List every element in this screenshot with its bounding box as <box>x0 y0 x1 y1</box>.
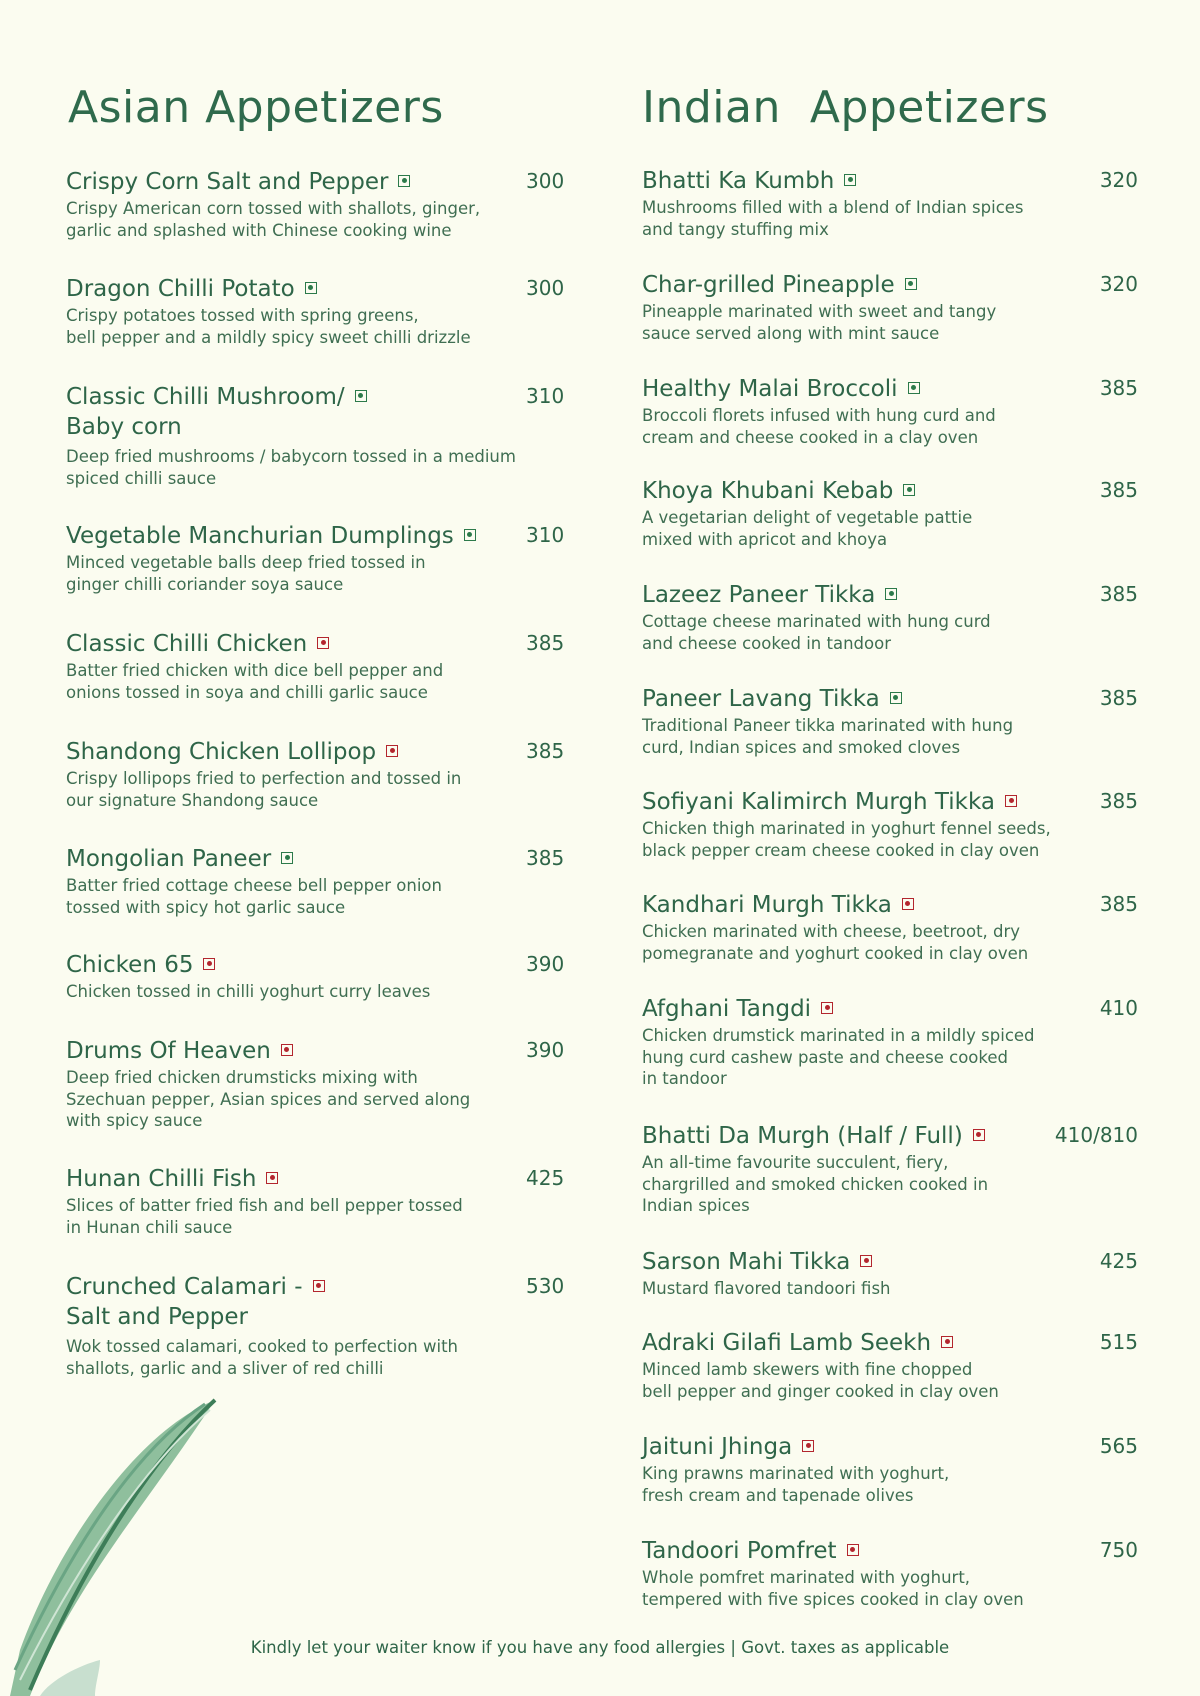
menu-item <box>66 274 471 348</box>
non-veg-icon <box>902 898 914 910</box>
menu-item-name <box>66 737 461 767</box>
menu-item <box>642 1121 988 1217</box>
menu-item-price: 320 <box>1099 168 1138 192</box>
menu-item-name <box>66 950 430 980</box>
menu-item-name <box>66 412 516 442</box>
veg-icon <box>908 382 920 394</box>
menu-item-price: 425 <box>1099 1249 1138 1273</box>
menu-item-name-text: Shandong Chicken Lollipop <box>66 739 377 765</box>
menu-item-description: Mushrooms filled with a blend of Indian spices and tangy stuffing mix <box>642 198 1024 239</box>
indian-appetizers-heading: Indian Appetizers <box>642 82 1049 133</box>
menu-item <box>642 1432 949 1506</box>
veg-icon <box>281 852 293 864</box>
menu-item-name <box>642 374 996 404</box>
non-veg-icon <box>1005 795 1017 807</box>
non-veg-icon <box>386 745 398 757</box>
menu-item-description: Whole pomfret marinated with yoghurt, tempered with five spices cooked in clay oven <box>642 1568 1024 1609</box>
menu-item-name-text: Afghani Tangdi <box>642 996 812 1022</box>
non-veg-icon <box>281 1044 293 1056</box>
menu-item-name-text: Sofiyani Kalimirch Murgh Tikka <box>642 789 995 815</box>
menu-item-price: 390 <box>526 952 565 976</box>
menu-item <box>642 270 996 344</box>
non-veg-icon <box>266 1172 278 1184</box>
menu-item-name-text: Khoya Khubani Kebab <box>642 478 894 504</box>
menu-item-name-text: Classic Chilli Chicken <box>66 631 308 657</box>
menu-item <box>66 950 430 1003</box>
menu-item <box>66 1164 463 1238</box>
menu-item-description: Slices of batter fried fish and bell pepper tossed in Hunan chili sauce <box>66 1196 463 1237</box>
menu-item-name <box>66 844 442 874</box>
menu-item-description: Crispy potatoes tossed with spring greens, bell pepper and a mildly spicy sweet chilli drizzle <box>66 306 471 347</box>
menu-item <box>642 787 1051 861</box>
menu-item-description: Mustard flavored tandoori fish <box>642 1279 891 1298</box>
menu-item <box>66 737 461 811</box>
menu-item-name-text: Drums Of Heaven <box>66 1038 271 1064</box>
menu-item-price: 300 <box>526 169 565 193</box>
menu-item-price: 530 <box>526 1274 565 1298</box>
veg-icon <box>844 174 856 186</box>
non-veg-icon <box>802 1440 814 1452</box>
menu-item-description: Deep fried chicken drumsticks mixing with Szechuan pepper, Asian spices and served along with spicy sauce <box>66 1068 471 1131</box>
menu-item <box>642 166 1024 240</box>
menu-item-description: Pineapple marinated with sweet and tangy sauce served along with mint sauce <box>642 302 997 343</box>
non-veg-icon <box>317 637 329 649</box>
menu-item-name <box>642 1121 988 1151</box>
menu-item-description: Chicken tossed in chilli yoghurt curry leaves <box>66 982 431 1001</box>
footer-note: Kindly let your waiter know if you have any food allergies | Govt. taxes as applicable <box>250 1638 950 1657</box>
menu-item-name-text: Crunched Calamari - <box>66 1274 303 1300</box>
menu-item-price: 385 <box>1099 789 1138 813</box>
menu-item-price: 410 <box>1099 996 1138 1020</box>
menu-item-description: Chicken marinated with cheese, beetroot, dry pomegranate and yoghurt cooked in clay oven <box>642 922 1029 963</box>
menu-item-description: Minced vegetable balls deep fried tossed in ginger chilli coriander soya sauce <box>66 553 426 594</box>
menu-item-price: 385 <box>1099 686 1138 710</box>
menu-item-name-text: Paneer Lavang Tikka <box>642 686 880 712</box>
menu-item-name-text: Salt and Pepper <box>66 1304 249 1330</box>
menu-item-name-text: Hunan Chilli Fish <box>66 1166 257 1192</box>
veg-icon <box>885 588 897 600</box>
menu-item <box>66 1272 458 1379</box>
menu-item-description: King prawns marinated with yoghurt, fresh cream and tapenade olives <box>642 1464 950 1505</box>
non-veg-icon <box>941 1336 953 1348</box>
menu-item-name <box>66 274 471 304</box>
menu-item <box>66 844 442 918</box>
menu-item-price: 385 <box>1099 376 1138 400</box>
menu-item <box>642 1328 999 1402</box>
menu-item-name-text: Mongolian Paneer <box>66 846 272 872</box>
menu-item-description: A vegetarian delight of vegetable pattie mixed with apricot and khoya <box>642 508 973 549</box>
menu-item-name <box>66 521 476 551</box>
menu-item-name <box>642 476 972 506</box>
menu-item-name <box>66 1164 463 1194</box>
menu-item-name-text: Classic Chilli Mushroom/ <box>66 384 345 410</box>
menu-item <box>66 1036 470 1132</box>
menu-item-price: 310 <box>526 523 565 547</box>
menu-item-name <box>642 1247 891 1277</box>
menu-item <box>642 374 996 448</box>
menu-item <box>642 476 972 550</box>
menu-item-name-text: Crispy Corn Salt and Pepper <box>66 169 389 195</box>
menu-item-name-text: Tandoori Pomfret <box>642 1538 837 1564</box>
non-veg-icon <box>973 1129 985 1141</box>
menu-item-description: Cottage cheese marinated with hung curd and cheese cooked in tandoor <box>642 612 991 653</box>
menu-item-price: 385 <box>526 739 565 763</box>
menu-item-name <box>642 166 1024 196</box>
menu-item-name <box>642 1536 1024 1566</box>
menu-item <box>642 1536 1024 1610</box>
menu-item-name-text: Lazeez Paneer Tikka <box>642 582 876 608</box>
menu-item-price: 750 <box>1099 1538 1138 1562</box>
menu-item-name <box>66 167 480 197</box>
menu-item-name-text: Vegetable Manchurian Dumplings <box>66 523 454 549</box>
non-veg-icon <box>847 1544 859 1556</box>
menu-item-price: 385 <box>1099 582 1138 606</box>
menu-item-name <box>642 684 1013 714</box>
menu-item <box>642 580 991 654</box>
menu-item-name <box>642 1328 999 1358</box>
menu-item-name <box>66 1036 470 1066</box>
non-veg-icon <box>313 1280 325 1292</box>
menu-item-description: Broccoli florets infused with hung curd and cream and cheese cooked in a clay oven <box>642 406 996 447</box>
menu-item-description: Wok tossed calamari, cooked to perfection with shallots, garlic and a sliver of red chilli <box>66 1337 458 1378</box>
menu-item-name-text: Jaituni Jhinga <box>642 1434 793 1460</box>
menu-item <box>66 167 480 241</box>
menu-item <box>642 684 1013 758</box>
menu-item-description: Chicken drumstick marinated in a mildly spiced hung curd cashew paste and cheese cooked in tandoor <box>642 1026 1035 1089</box>
menu-item-price: 385 <box>526 631 565 655</box>
menu-item-name <box>66 629 443 659</box>
veg-icon <box>398 175 410 187</box>
menu-item-price: 565 <box>1099 1434 1138 1458</box>
menu-item-price: 310 <box>526 384 565 408</box>
menu-item-price: 300 <box>526 276 565 300</box>
menu-item <box>642 1247 891 1300</box>
menu-item-price: 385 <box>1099 478 1138 502</box>
menu-item-price: 385 <box>526 846 565 870</box>
menu-item-name <box>642 580 991 610</box>
menu-item <box>642 890 1028 964</box>
menu-item-price: 425 <box>526 1166 565 1190</box>
menu-item-price: 410/810 <box>1054 1123 1138 1147</box>
veg-icon <box>903 484 915 496</box>
menu-item-name <box>66 382 516 412</box>
menu-item-name <box>642 890 1028 920</box>
menu-item <box>66 382 516 489</box>
menu-item-description: Batter fried chicken with dice bell pepper and onions tossed in soya and chilli garlic sauce <box>66 661 444 702</box>
menu-item-name-text: Kandhari Murgh Tikka <box>642 892 892 918</box>
veg-icon <box>305 282 317 294</box>
non-veg-icon <box>860 1255 872 1267</box>
menu-item-description: Crispy lollipops fried to perfection and tossed in our signature Shandong sauce <box>66 769 462 810</box>
menu-item-description: Crispy American corn tossed with shallots, ginger, garlic and splashed with Chinese cooking wine <box>66 199 481 240</box>
veg-icon <box>905 278 917 290</box>
menu-item-name-text: Adraki Gilafi Lamb Seekh <box>642 1330 932 1356</box>
menu-item-name <box>642 787 1051 817</box>
menu-item <box>66 629 443 703</box>
menu-item-name-text: Healthy Malai Broccoli <box>642 376 898 402</box>
menu-item-price: 385 <box>1099 892 1138 916</box>
non-veg-icon <box>203 958 215 970</box>
menu-item-name <box>642 270 996 300</box>
menu-item-description: Minced lamb skewers with fine chopped bell pepper and ginger cooked in clay oven <box>642 1360 999 1401</box>
menu-item-name-text: Baby corn <box>66 414 182 440</box>
menu-item <box>66 521 476 595</box>
menu-item-price: 515 <box>1099 1330 1138 1354</box>
menu-item-name <box>642 1432 949 1462</box>
menu-item-description: An all-time favourite succulent, fiery, chargrilled and smoked chicken cooked in Indian spices <box>642 1153 989 1216</box>
menu-item-name-text: Sarson Mahi Tikka <box>642 1249 851 1275</box>
non-veg-icon <box>821 1002 833 1014</box>
menu-item <box>642 994 1035 1090</box>
menu-item-description: Batter fried cottage cheese bell pepper onion tossed with spicy hot garlic sauce <box>66 876 442 917</box>
menu-item-name-text: Chicken 65 <box>66 952 194 978</box>
veg-icon <box>355 390 367 402</box>
veg-icon <box>890 692 902 704</box>
menu-item-name-text: Char-grilled Pineapple <box>642 272 895 298</box>
menu-item-description: Traditional Paneer tikka marinated with hung curd, Indian spices and smoked cloves <box>642 716 1014 757</box>
menu-item-description: Deep fried mushrooms / babycorn tossed in a medium spiced chilli sauce <box>66 447 516 488</box>
menu-item-name <box>66 1272 458 1302</box>
asian-appetizers-heading: Asian Appetizers <box>68 82 444 133</box>
menu-item-price: 320 <box>1099 272 1138 296</box>
veg-icon <box>464 529 476 541</box>
menu-item-name-text: Dragon Chilli Potato <box>66 276 295 302</box>
menu-item-description: Chicken thigh marinated in yoghurt fennel seeds, black pepper cream cheese cooked in clay oven <box>642 819 1051 860</box>
menu-item-name-text: Bhatti Ka Kumbh <box>642 168 835 194</box>
menu-item-name <box>642 994 1035 1024</box>
menu-item-name <box>66 1302 458 1332</box>
menu-item-name-text: Bhatti Da Murgh (Half / Full) <box>642 1123 963 1149</box>
menu-item-price: 390 <box>526 1038 565 1062</box>
